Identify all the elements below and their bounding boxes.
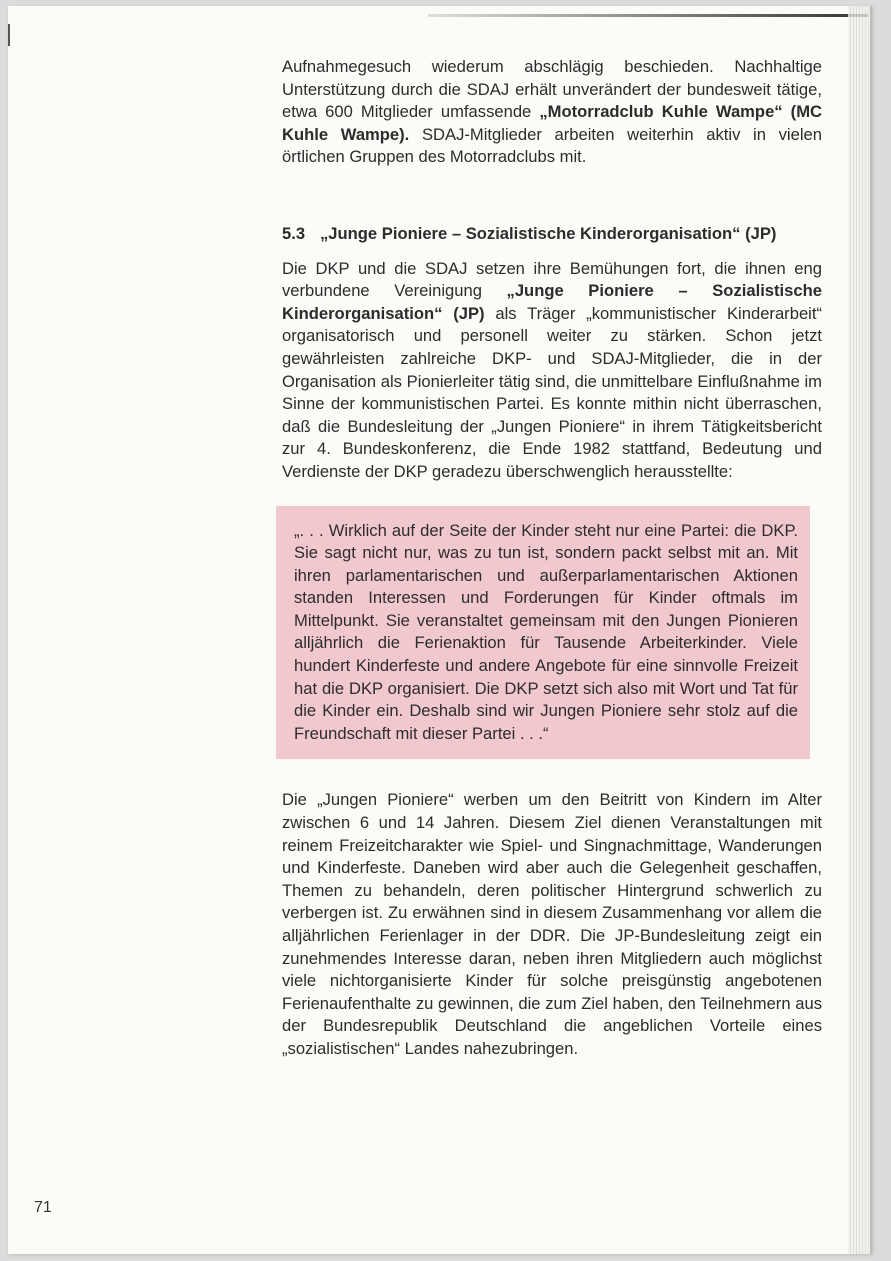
section-heading xyxy=(282,223,822,246)
page-number: 71 xyxy=(34,1199,52,1216)
top-rule xyxy=(428,14,868,17)
section-text-2: als Träger „kommunistischer Kinderarbeit“ organisatorisch und personell weiter zu stärken. Schon jetzt gewährleisten zahlreiche DKP- und SDAJ-Mitglieder, die in der Organisation als Pionierleiter tätig sind, die unmittelbare Einflußnahme im Sinne der kommunistischen Partei. Es konnte mithin nicht überraschen, daß die Bundesleitung der „Jungen Pioniere“ in ihrem Tätigkeitsbericht zur 4. Bundeskonferenz, die Ende 1982 stattfand, Bedeutung und Verdienste der DKP geradezu überschwenglich herausstellte: xyxy=(282,303,822,481)
document-page xyxy=(8,6,872,1254)
margin-mark xyxy=(8,24,10,46)
highlighted-quote: „. . . Wirklich auf der Seite der Kinder steht nur eine Partei: die DKP. Sie sagt nicht nur, was zu tun ist, sondern packt selbst mit an. Mit ihren parlamentarischen und außerparlamentarischen Aktionen standen Interessen und Forderungen für Kinder oftmals im Mittelpunkt. Sie veranstaltet gemeinsam mit den Jungen Pionieren alljährlich die Ferienaktion für Tausende Arbeiterkinder. Viele hundert Kinderfeste und andere Angebote für eine sinnvolle Freizeit hat die DKP organisiert. Die DKP setzt sich also mit Wort und Tat für die Kinder ein. Deshalb sind wir Jungen Pioniere sehr stolz auf die Freundschaft mit dieser Partei . . .“ xyxy=(276,506,810,760)
main-text xyxy=(282,56,822,1061)
intro-text-2: SDAJ-Mitglieder arbeiten weiterhin aktiv in vielen örtlichen Gruppen des Motorradclubs mit. xyxy=(282,124,822,167)
intro-bold-club: „Motorradclub Kuhle Wampe“ (MC Kuhle Wampe). xyxy=(282,102,822,144)
section-number: 5.3 xyxy=(282,223,306,243)
section-text-1: Die DKP und die SDAJ setzen ihre Bemühungen fort, die ihnen eng verbundene Vereinigung xyxy=(282,258,822,301)
page-binding-edge xyxy=(848,6,870,1254)
intro-paragraph xyxy=(282,56,822,169)
section-bold-org: „Junge Pioniere – Sozialistische Kinderorganisation“ (JP) xyxy=(282,281,822,323)
intro-text-1: Aufnahmegesuch wiederum abschlägig beschieden. Nachhaltige Unterstützung durch die SDAJ erhält unverändert der bundesweit tätige, etwa 600 Mitglieder umfassende xyxy=(282,57,822,122)
closing-paragraph: Die „Jungen Pioniere“ werben um den Beitritt von Kindern im Alter zwischen 6 und 14 Jahren. Diesem Ziel dienen Veranstaltungen mit reinem Freizeitcharakter wie Spiel- und Singnachmittage, Wanderungen und Kinderfeste. Daneben wird aber auch die Gelegenheit geschaffen, Themen zu behandeln, deren politischer Hintergrund schwerlich zu verbergen ist. Zu erwähnen sind in diesem Zusammenhang vor allem die alljährlichen Ferienlager in der DDR. Die JP-Bundesleitung zeigt ein zunehmendes Interesse daran, neben ihren Mitgliedern auch möglichst viele nichtorganisierte Kinder für solche preisgünstig angebotenen Ferienaufenthalte zu gewinnen, die zum Ziel haben, den Teilnehmern aus der Bundesrepublik Deutschland die angeblichen Vorteile eines „sozialistischen“ Landes nahezubringen. xyxy=(282,790,822,1058)
section-title: „Junge Pioniere – Sozialistische Kinderorganisation“ (JP) xyxy=(320,223,777,243)
section-paragraph xyxy=(282,258,822,484)
